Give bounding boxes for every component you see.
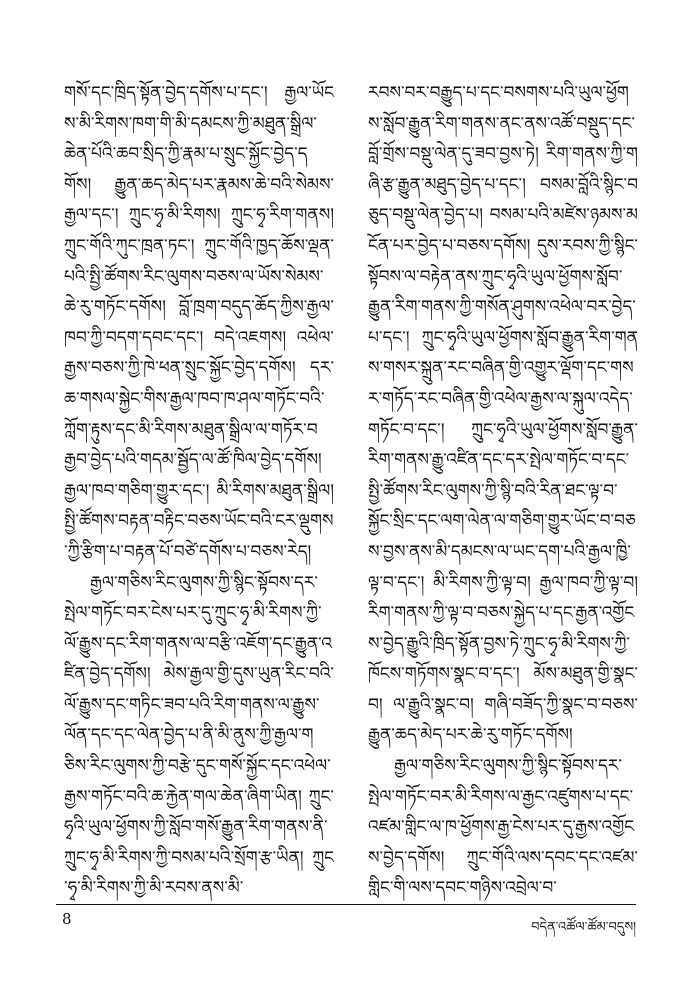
body-paragraph: རྒྱལ་གཅིས་རིང་ལུགས་ཀྱི་སྙིང་སྟོབས་དར་སྤེལ་གཏོང་བར་མི་རིགས་ལ་རྒྱང་འཛུགས་པ་དང་འཛམ་གླིང་ལ་ཁ་ཕྱོགས་རྒྱ་ངེས་པར་དུ་རྒྱས་འགྱོངས་བྱེད་དགོས། ཀྲུང་གོའི་ལས་དབང་དང་འཛམ་གླིང་གི་ལས་དབང་གཉིས་འབྲེལ་བ་ <box>368 756 638 899</box>
page-number: 8 <box>62 910 72 928</box>
running-footer-title: བདེན་འཚོལ་ཚོམ་བདུས། <box>531 920 636 935</box>
body-paragraph: རབས་བར་བརྒྱུད་པ་དང་བསགས་པའི་ཡུལ་ཕྱོགས་སློབ་རྒྱུན་རིག་གནས་ནང་ནས་འཚོ་བསྡུད་དང་བློ་གྲོས་བསྡུ་ལེན་དུ་ཟབ་བྱས་ཏེ། རིག་གནས་ཀྱི་གཞི་རྩ་རྒྱུན་མཐུད་བྱེད་པ་དང་། བསམ་བློའི་སྙིང་བཅུད་བསྡུ་ལེན་བྱེད་པ། བསམ་པའི་མཛེས་ཉམས་མངོན་པར་བྱེད་པ་བཅས་དགོས། དུས་རབས་ཀྱི་སྙིང་སྟོབས་ལ་བརྟེན་ནས་ཀྲུང་ཧྭའི་ཡུལ་ཕྱོགས་སློབ་རྒྱུན་རིག་གནས་ཀྱི་གསོན་ཤུགས་འཕེལ་བར་བྱེད་པ་དང་། ཀྲུང་ཧྭའི་ཡུལ་ཕྱོགས་སློབ་རྒྱུན་རིག་གནས་གསར་སྐྲུན་རང་བཞིན་གྱི་འགྱུར་ལྡོག་དང་གསར་གཏོད་རང་བཞིན་གྱི་འཕེལ་རྒྱས་ལ་སྐུལ་འདེད་གཏོང་བ་དང་། ཀྲུང་ཧྭའི་ཡུལ་ཕྱོགས་སློབ་རྒྱུན་རིག་གནས་རྒྱུ་འཛིན་དང་དར་སྤེལ་གཏོང་བ་དང་སྤྱི་ཚོགས་རིང་ལུགས་ཀྱི་སྙི་བའི་རིན་ཐང་ལྟ་བ་སྐྱོང་སྲིང་དང་ལག་ལེན་ལ་གཅིག་གྱུར་ཡོང་བ་བཅས་བྱས་ནས་མི་དམངས་ལ་ཡང་དག་པའི་རྒྱལ་ཁྱི་ལྟ་བ་དང་། མི་རིགས་ཀྱི་ལྟ་བ། རྒྱལ་ཁབ་ཀྱི་ལྟ་བ། རིག་གནས་ཀྱི་ལྟ་བ་བཅས་སྐྱེད་པ་དང་རྒྱན་འགྱོངས་བྱེད་རྒྱུའི་ཁྲིད་སྟོན་བྱས་ཏེ་ཀྲུང་ཧྭ་མི་རིགས་ཀྱི་ཁོངས་གཏོགས་སྣང་བ་དང་། མོས་མཐུན་གྱི་སྣང་བ། ལ་རྒྱུའི་སྣང་བ། གཞི་བཟོད་ཀྱི་སྣང་བ་བཅས་རྒྱུན་ཆད་མེད་པར་ཆེ་རུ་གཏོང་དགོས། <box>368 83 638 746</box>
body-paragraph: གསོ་དང་ཁྲིད་སྟོན་བྱེད་དགོས་པ་དང་། རྒྱལ་ཡོངས་མི་རིགས་ཁག་གི་མི་དམངས་ཀྱི་མཐུན་སྒྲིལ་ཆེན་པོའི་ཆབ་སྲིད་ཀྱི་རྣམ་པ་སྲུང་སྐྱོང་བྱེད་དགོས། རྒྱུན་ཆད་མེད་པར་རྣམས་ཆེ་བའི་སེམས་རྒྱལ་དང་། ཀྲུང་ཧྭ་མི་རིགས། ཀྲུང་ཧྭ་རིག་གནས། ཀྲུང་གོའི་ཀུང་ཁྲན་ཏང་། ཀྲུང་གོའི་ཁྱད་ཆོས་ལྡན་པའི་སྤྱི་ཚོགས་རིང་ལུགས་བཅས་ལ་ཡོས་སེམས་ཆེ་རུ་གཏོང་དགོས། བློ་ཁྲག་བདུད་ཆོད་ཀྱིས་རྒྱལ་ཁབ་ཀྱི་བདག་དབང་དང་། བདེ་འཇགས། འཕེལ་རྒྱས་བཅས་ཀྱི་ཁེ་ཕན་སྲུང་སྐྱོང་བྱེད་དགོས། དར་ཆ་གསལ་སྐྱེང་གིས་རྒྱལ་ཁབ་ཁ་ཤལ་གཏོང་བའི་ཀློག་རྟུས་དང་མི་རིགས་མཐུན་སྒྲིལ་ལ་གཏོར་བརྒྱབ་བྱེད་པའི་གདམ་སྦྱོད་ལ་ཚོ་ཁིལ་བྱེད་དགོས། རྒྱལ་ཁབ་གཅིག་གྱུར་དང་། མི་རིགས་མཐུན་སྒྲིལ། སྤྱི་ཚོགས་བརྟན་བརྟིང་བཅས་ཡོང་བའི་ངར་ལྡུགས་ཀྱི་རྩིག་པ་བརྟན་པོ་བཙེ་དགོས་པ་བཅས་རེད། <box>64 83 334 562</box>
body-paragraph: རྒྱལ་གཅིས་རིང་ལུགས་ཀྱི་སྙིང་སྟོབས་དར་སྤེལ་གཏོང་བར་ངེས་པར་དུ་ཀྲུང་ཧྭ་མི་རིགས་ཀྱི་ལོ་རྒྱུས་དང་རིག་གནས་ལ་བརྩི་འཇོག་དང་རྒྱུན་འཛིན་བྱེད་དགོས། མེས་རྒྱལ་གྱི་དུས་ཡུན་རིང་བའི་ལོ་རྒྱུས་དང་གཏིང་ཟབ་པའི་རིག་གནས་ལ་རྒྱུས་ལོན་དང་དང་ལེན་བྱེད་པ་ནི་མི་ནུས་ཀྱི་རྒྱལ་གཅིས་རིང་ལུགས་ཀྱི་བརྩེ་དུང་གསོ་སྐྱོང་དང་འཕེལ་རྒྱས་གཏོང་བའི་ཆ་རྐྱེན་གལ་ཆེན་ཞིག་ཡིན། ཀྲུང་ཧྭའི་ཡུལ་ཕྱོགས་ཀྱི་སློབ་གསོ་རྒྱུན་རིག་གནས་ནི་ཀྲུང་ཧྭ་མི་རིགས་ཀྱི་བསམ་པའི་སྲོག་རྩ་ཡིན། ཀྲུང་ཧྭ་མི་རིགས་ཀྱི་མི་རབས་ནས་མི་ <box>64 572 334 899</box>
left-text-column <box>64 78 334 904</box>
footer-divider <box>56 904 636 905</box>
right-text-column <box>368 78 638 904</box>
